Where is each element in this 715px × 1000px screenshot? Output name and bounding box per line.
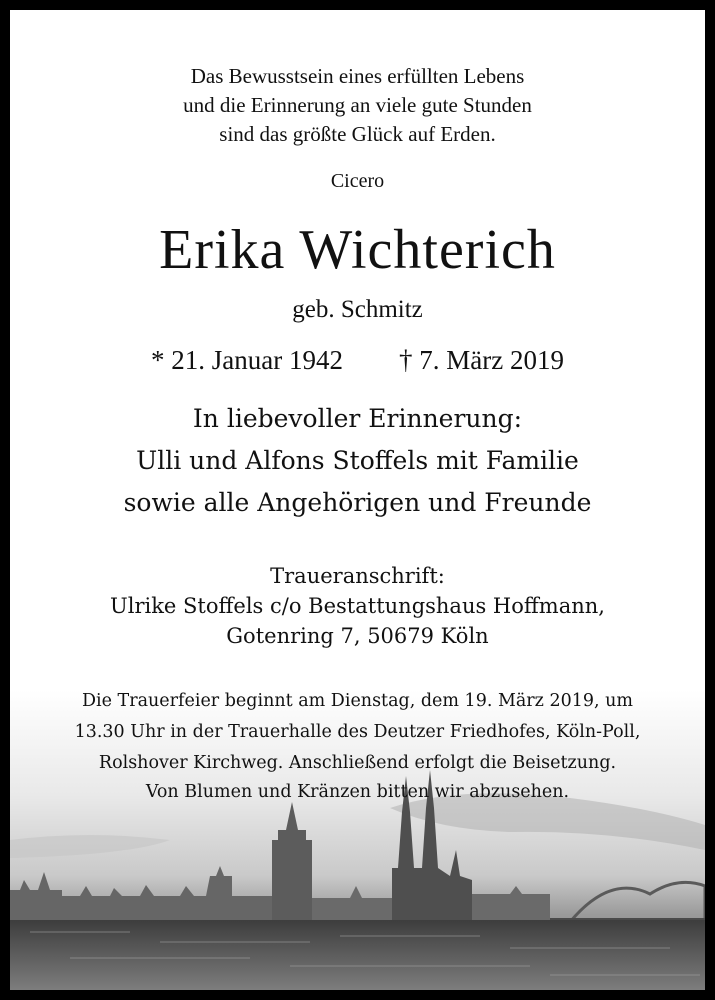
quote-author: Cicero	[330, 170, 385, 192]
mourners-line: sowie alle Angehörigen und Freunde	[123, 488, 592, 517]
birth-date: * 21. Januar 1942	[151, 345, 343, 375]
address-line: Ulrike Stoffels c/o Bestattungshaus Hoffmann,	[110, 594, 605, 618]
death-date: † 7. März 2019	[399, 345, 564, 375]
mourning-address	[10, 561, 705, 651]
maiden-name: geb. Schmitz	[292, 296, 423, 323]
funeral-info	[10, 686, 705, 779]
quote-line: sind das größte Glück auf Erden.	[219, 122, 496, 146]
mourners-block	[10, 398, 705, 524]
funeral-line: Die Trauerfeier beginnt am Dienstag, dem 19. März 2019, um	[82, 691, 633, 711]
deceased-name: Erika Wichterich	[159, 219, 556, 281]
funeral-line: 13.30 Uhr in der Trauerhalle des Deutzer Friedhofes, Köln-Poll,	[74, 722, 641, 742]
mourners-line: Ulli und Alfons Stoffels mit Familie	[136, 446, 579, 475]
address-heading: Traueranschrift:	[270, 564, 445, 588]
flowers-note: Von Blumen und Kränzen bitten wir abzusehen.	[145, 782, 570, 802]
quote-line: Das Bewusstsein eines erfüllten Lebens	[190, 64, 525, 88]
quote-line: und die Erinnerung an viele gute Stunden	[183, 93, 532, 117]
quote-block	[10, 62, 705, 149]
life-dates	[10, 345, 705, 376]
address-line: Gotenring 7, 50679 Köln	[226, 624, 489, 648]
funeral-line: Rolshover Kirchweg. Anschließend erfolgt die Beisetzung.	[98, 753, 617, 773]
mourners-line: In liebevoller Erinnerung:	[192, 404, 523, 433]
